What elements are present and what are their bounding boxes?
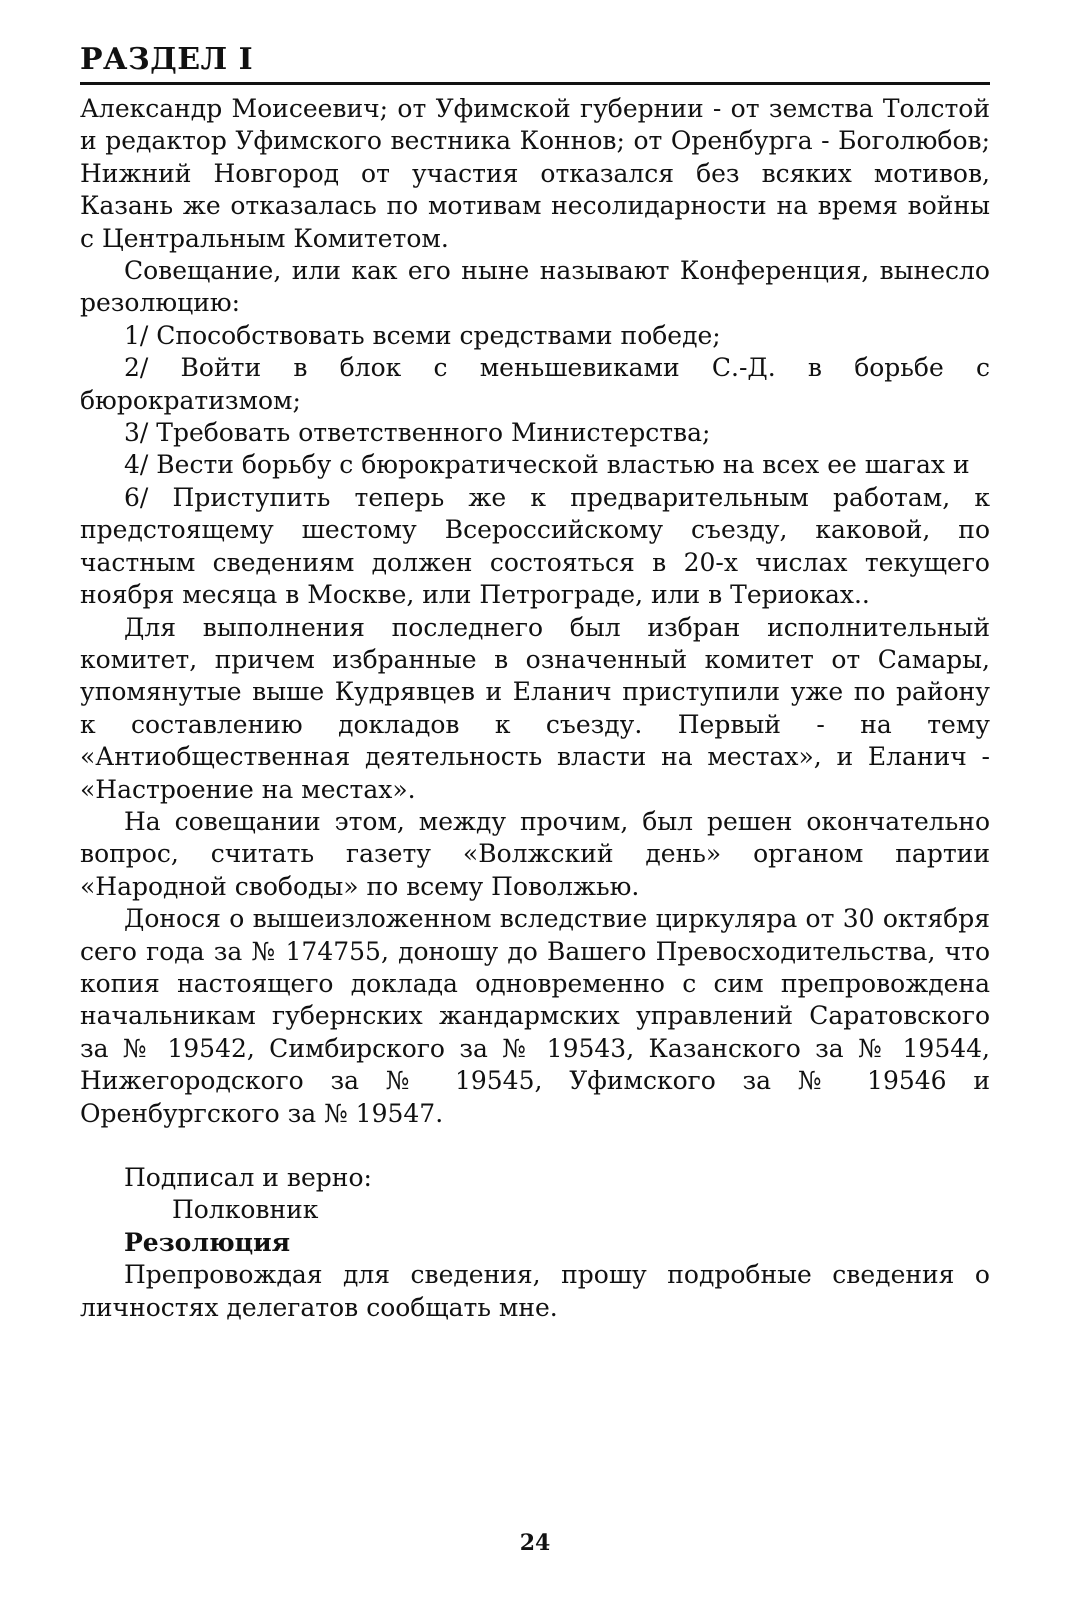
document-page (80, 40, 990, 1570)
paragraph-committee: Для выполнения последнего был избран исполнительный комитет, причем избранные в означенный комитет от Самары, упомянутые выше Кудрявцев и Еланич приступили уже по району к составлению докладов к съезду. Первый - на тему «Антиобщественная деятельность власти на местах», и Еланич - «Настроение на местах». (80, 612, 990, 804)
rank-line: Полковник (172, 1195, 319, 1225)
paragraph-conference: Совещание, или как его ныне называют Конференция, вынесло резолюцию: (80, 256, 990, 318)
paragraph-continuation: Александр Моисеевич; от Уфимской губернии - от земства Толстой и редактор Уфимского вестника Коннов; от Оренбурга - Боголюбов; Нижний Новгород от участия отказался без всяких мотивов, Казань же отказалась по мотивам несолидарности на время войны с Центральным Комитетом. (80, 94, 990, 253)
resolution-item-3: 3/ Требовать ответственного Министерства; (124, 418, 711, 448)
section-header: РАЗДЕЛ I (80, 40, 990, 85)
paragraph-newspaper: На совещании этом, между прочим, был решен окончательно вопрос, считать газету «Волжский день» органом партии «Народной свободы» по всему Поволжью. (80, 806, 990, 901)
page-number: 24 (519, 1530, 551, 1556)
resolution-item-4: 4/ Вести борьбу с бюрократической властью на всех ее шагах и (124, 450, 970, 480)
resolution-item-6: 6/ Приступить теперь же к предварительным работам, к предстоящему шестому Всероссийскому съезду, каковой, по частным сведениям должен состояться в 20-х числах текущего ноября месяца в Москве, или Петрограде, или в Териоках.. (80, 482, 990, 610)
resolution-item-1: 1/ Способствовать всеми средствами победе; (124, 320, 721, 350)
resolution-item-2: 2/ Войти в блок с меньшевиками С.-Д. в борьбе с бюрократизмом; (80, 353, 990, 415)
signature-block (80, 1162, 990, 1324)
resolution-text: Препровождая для сведения, прошу подробные сведения о личностях делегатов сообщать мне. (80, 1260, 990, 1322)
signed-line: Подписал и верно: (124, 1163, 372, 1192)
document-body (80, 93, 990, 1324)
resolution-heading: Резолюция (124, 1227, 291, 1257)
paragraph-report: Донося о вышеизложенном вследствие циркуляра от 30 октября сего года за № 174755, доношу до Вашего Превосходительства, что копия настоящего доклада одновременно с сим препровождена начальникам губернских жандармских управлений Саратовского за № 19542, Симбирского за № 19543, Казанского за № 19544, Нижегородского за № 19545, Уфимского за № 19546 и Оренбургского за № 19547. (80, 904, 990, 1128)
